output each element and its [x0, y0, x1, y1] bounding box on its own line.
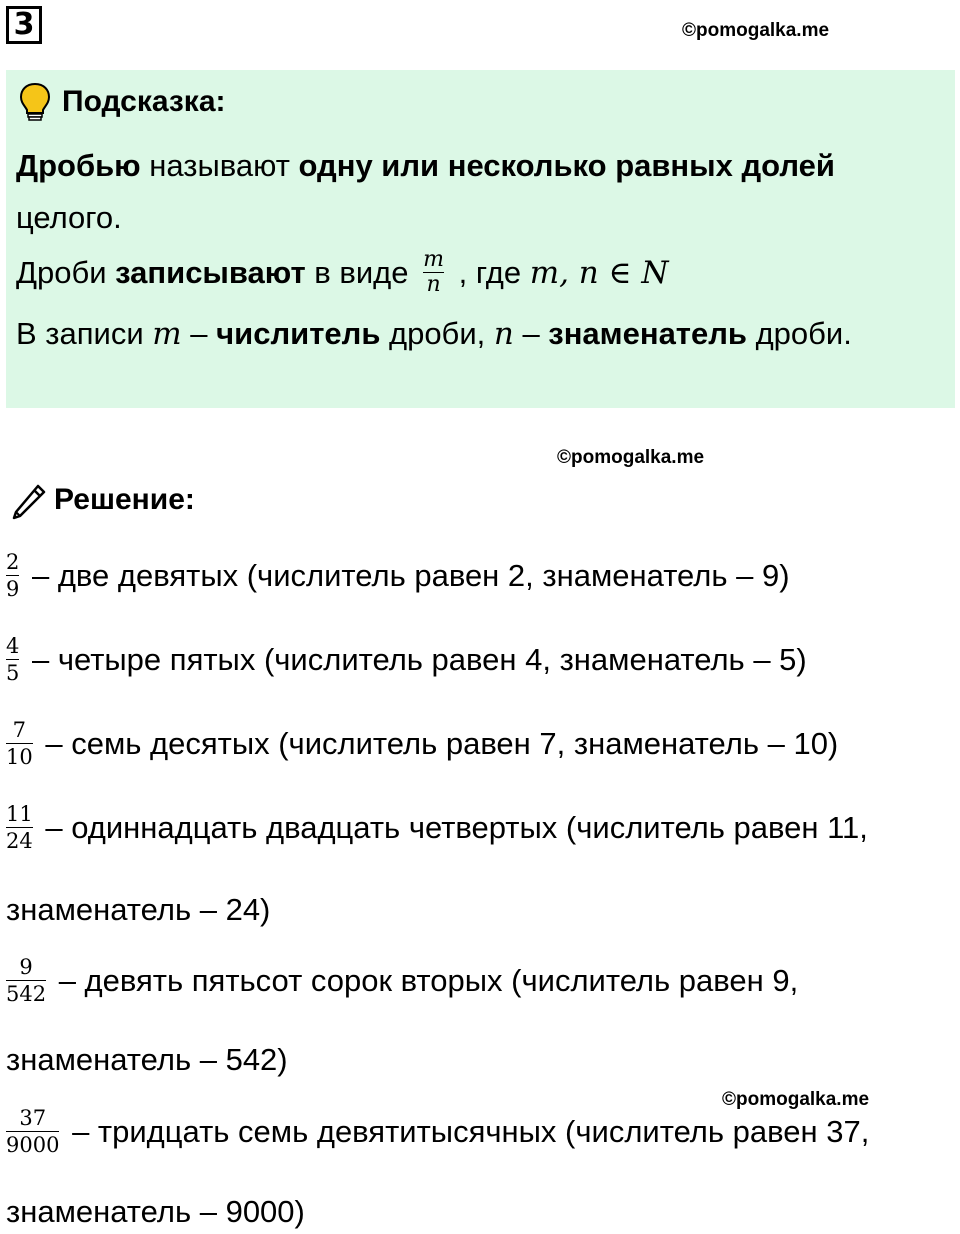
solution-item: $\frac{11}{24}$ – одиннадцать двадцать четвертых (числитель равен 11,	[6, 802, 868, 853]
solution-title-text: Решение:	[54, 483, 195, 516]
fraction: $\frac{37}{9000}$	[6, 1106, 60, 1157]
watermark-top: ©pomogalka.me	[682, 20, 830, 41]
term-fraction: Дробью	[16, 148, 141, 183]
solution-item: $\frac{37}{9000}$ – тридцать семь девятитысячных (числитель равен 37,	[6, 1106, 870, 1157]
solution-item-continuation: знаменатель – 9000)	[6, 1194, 305, 1229]
solution-item-continuation: знаменатель – 24)	[6, 892, 271, 927]
fraction: $\frac{11}{24}$	[6, 802, 33, 853]
fraction-m-n: $\frac{m}{n}$	[423, 247, 444, 297]
hint-line-3: Дроби записывают в виде $\frac{m}{n}$ , где m, n ∈ N	[16, 247, 669, 297]
fraction: $\frac{7}{10}$	[6, 718, 33, 769]
solution-item: $\frac{9}{542}$ – девять пятьсот сорок вторых (числитель равен 9,	[6, 955, 799, 1006]
solution-title	[8, 480, 195, 520]
task-number: 3	[6, 6, 42, 44]
watermark-bottom: ©pomogalka.me	[722, 1089, 870, 1110]
solution-item: $\frac{7}{10}$ – семь десятых (числитель равен 7, знаменатель – 10)	[6, 718, 839, 769]
watermark-middle: ©pomogalka.me	[557, 447, 705, 468]
fraction: $\frac{2}{9}$	[6, 550, 20, 601]
hint-title	[18, 82, 226, 122]
solution-item: $\frac{4}{5}$ – четыре пятых (числитель равен 4, знаменатель – 5)	[6, 634, 807, 685]
hint-line-2: целого.	[16, 200, 122, 235]
hint-title-text: Подсказка:	[62, 85, 226, 118]
lightbulb-icon	[18, 82, 52, 122]
pencil-icon	[8, 480, 48, 520]
solution-item-continuation: знаменатель – 542)	[6, 1042, 288, 1077]
fraction: $\frac{4}{5}$	[6, 634, 20, 685]
hint-line-1: Дробью называют одну или несколько равных долей	[16, 148, 835, 183]
fraction: $\frac{9}{542}$	[6, 955, 47, 1006]
solution-item: $\frac{2}{9}$ – две девятых (числитель равен 2, знаменатель – 9)	[6, 550, 790, 601]
hint-line-4: В записи m – числитель дроби, n – знаменатель дроби.	[16, 316, 852, 352]
term-equal-parts: одну или несколько равных долей	[298, 148, 835, 183]
